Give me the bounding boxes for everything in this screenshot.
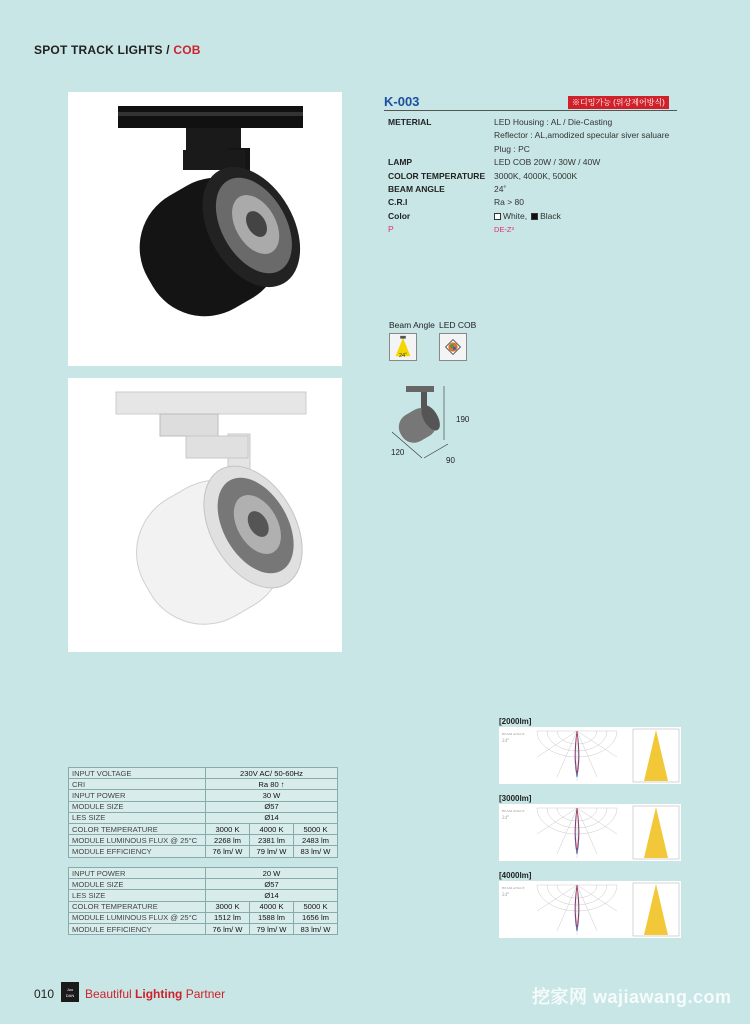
table-cell: 79 lm/ W <box>250 846 294 857</box>
spec-value-lamp: LED COB 20W / 30W / 40W <box>494 157 601 168</box>
table-cell: 83 lm/ W <box>294 923 338 934</box>
table-cell: 4000 K <box>250 901 294 912</box>
color-white-label: White, <box>503 210 528 221</box>
table-cell: Ø14 <box>206 812 338 823</box>
spec-table-20w <box>68 867 338 935</box>
table-cell: 2268 lm <box>206 835 250 846</box>
table-row <box>69 901 338 912</box>
polar-beam-value: 24° <box>502 739 509 744</box>
polar-beam-label: BEAM ANGLE <box>502 732 525 736</box>
spec-value-color <box>494 210 688 223</box>
table-label: CRI <box>69 779 206 790</box>
table-label: MODULE SIZE <box>69 879 206 890</box>
spec-value-reflector: Reflector : AL,amodized specular siver saluare <box>494 130 670 141</box>
led-cob-icon <box>439 333 467 361</box>
table-cell: 1588 lm <box>250 912 294 923</box>
beam-angle-icon-badge: 24˚ <box>398 353 408 360</box>
table-row <box>69 868 338 879</box>
table-cell: 76 lm/ W <box>206 846 250 857</box>
section-title: SPOT TRACK LIGHTS / <box>34 43 174 57</box>
table-cell: 1656 lm <box>294 912 338 923</box>
polar-diagram-2000 <box>499 727 681 784</box>
table-row <box>69 923 338 934</box>
table-cell: 3000 K <box>206 901 250 912</box>
product-photo-black <box>68 92 342 366</box>
spec-label-color-temp: COLOR TEMPERATURE <box>388 170 486 181</box>
white-swatch-icon <box>494 213 501 220</box>
table-cell: Ra 80 ↑ <box>206 779 338 790</box>
polar-title-2000: [2000lm] <box>499 717 532 726</box>
spec-value-cri: Ra > 80 <box>494 197 525 208</box>
brand-tagline <box>85 987 225 1001</box>
polar-beam-label: BEAM ANGLE <box>502 809 525 813</box>
dimming-badge: ※디밍가능 (위상제어방식) <box>568 96 669 109</box>
spec-label-beam-angle: BEAM ANGLE <box>388 184 445 195</box>
table-row <box>69 779 338 790</box>
table-row <box>69 890 338 901</box>
table-cell: 20 W <box>206 868 338 879</box>
table-label: LES SIZE <box>69 812 206 823</box>
table-cell: 3000 K <box>206 823 250 834</box>
table-label: MODULE LUMINOUS FLUX @ 25°C <box>69 912 206 923</box>
polar-diagram-3000 <box>499 804 681 861</box>
product-photo-white <box>68 378 342 652</box>
spec-table-30w <box>68 767 338 858</box>
table-row <box>69 790 338 801</box>
svg-text:DAN: DAN <box>65 993 75 998</box>
table-label: COLOR TEMPERATURE <box>69 901 206 912</box>
table-row <box>69 835 338 846</box>
table-row <box>69 823 338 834</box>
table-label: MODULE SIZE <box>69 801 206 812</box>
table-cell: 2381 lm <box>250 835 294 846</box>
table-row <box>69 879 338 890</box>
table-label: MODULE EFFICIENCY <box>69 923 206 934</box>
page-number: 010 <box>34 987 55 1001</box>
tagline-post: Partner <box>182 987 226 1001</box>
table-cell: 83 lm/ W <box>294 846 338 857</box>
table-label: MODULE EFFICIENCY <box>69 846 206 857</box>
table-cell: Ø57 <box>206 879 338 890</box>
table-label: INPUT POWER <box>69 790 206 801</box>
spec-list <box>388 116 688 237</box>
dim-height: 190 <box>456 415 470 424</box>
spec-value-color-temp: 3000K, 4000K, 5000K <box>494 170 578 181</box>
table-row <box>69 768 338 779</box>
table-label: MODULE LUMINOUS FLUX @ 25°C <box>69 835 206 846</box>
table-cell: 1512 lm <box>206 912 250 923</box>
led-cob-icon-label: LED COB <box>439 320 477 330</box>
beam-angle-icon-label: Beam Angle <box>389 320 435 330</box>
section-header <box>34 43 201 57</box>
table-cell: Ø14 <box>206 890 338 901</box>
table-cell: 2483 lm <box>294 835 338 846</box>
color-black-label: Black <box>540 210 561 221</box>
dim-width: 90 <box>446 456 455 465</box>
title-divider <box>384 110 677 111</box>
brand-logo <box>61 982 79 1002</box>
spec-label-cri: C.R.I <box>388 197 408 208</box>
polar-diagram-4000 <box>499 881 681 938</box>
polar-beam-label: BEAM ANGLE <box>502 886 525 890</box>
table-cell: 5000 K <box>294 901 338 912</box>
table-row <box>69 812 338 823</box>
spec-label-lamp: LAMP <box>388 157 413 168</box>
spec-value-plug: Plug : PC <box>494 143 530 154</box>
section-title-accent: COB <box>173 43 201 57</box>
polar-title-4000: [4000lm] <box>499 871 532 880</box>
model-title: K-003 <box>384 94 420 109</box>
polar-beam-value: 24° <box>502 816 509 821</box>
table-cell: 79 lm/ W <box>250 923 294 934</box>
tagline-bold: Lighting <box>135 987 183 1001</box>
spec-label-meterial: METERIAL <box>388 117 432 127</box>
tagline-pre: Beautiful <box>85 987 136 1001</box>
table-cell: 76 lm/ W <box>206 923 250 934</box>
dim-depth: 120 <box>391 448 405 457</box>
table-label: INPUT VOLTAGE <box>69 768 206 779</box>
table-cell: 5000 K <box>294 823 338 834</box>
table-cell: 30 W <box>206 790 338 801</box>
table-label: INPUT POWER <box>69 868 206 879</box>
black-swatch-icon <box>531 213 538 220</box>
site-watermark: 挖家网 wajiawang.com <box>532 987 732 1007</box>
table-row <box>69 846 338 857</box>
beam-angle-icon <box>389 333 417 361</box>
spec-label-color: Color <box>388 210 411 221</box>
table-cell: 4000 K <box>250 823 294 834</box>
table-cell: 230V AC/ 50-60Hz <box>206 768 338 779</box>
table-label: LES SIZE <box>69 890 206 901</box>
table-label: COLOR TEMPERATURE <box>69 823 206 834</box>
polar-title-3000: [3000lm] <box>499 794 532 803</box>
spec-label-p: P <box>388 224 394 235</box>
table-row <box>69 801 338 812</box>
table-cell: Ø57 <box>206 801 338 812</box>
table-row <box>69 912 338 923</box>
spec-value-housing: LED Housing : AL / Die-Casting <box>494 117 613 127</box>
spec-value-p: DE-Z³ <box>494 225 514 235</box>
spec-value-beam-angle: 24˚ <box>494 184 507 195</box>
svg-text:Joo: Joo <box>66 987 74 992</box>
polar-beam-value: 24° <box>502 893 509 898</box>
